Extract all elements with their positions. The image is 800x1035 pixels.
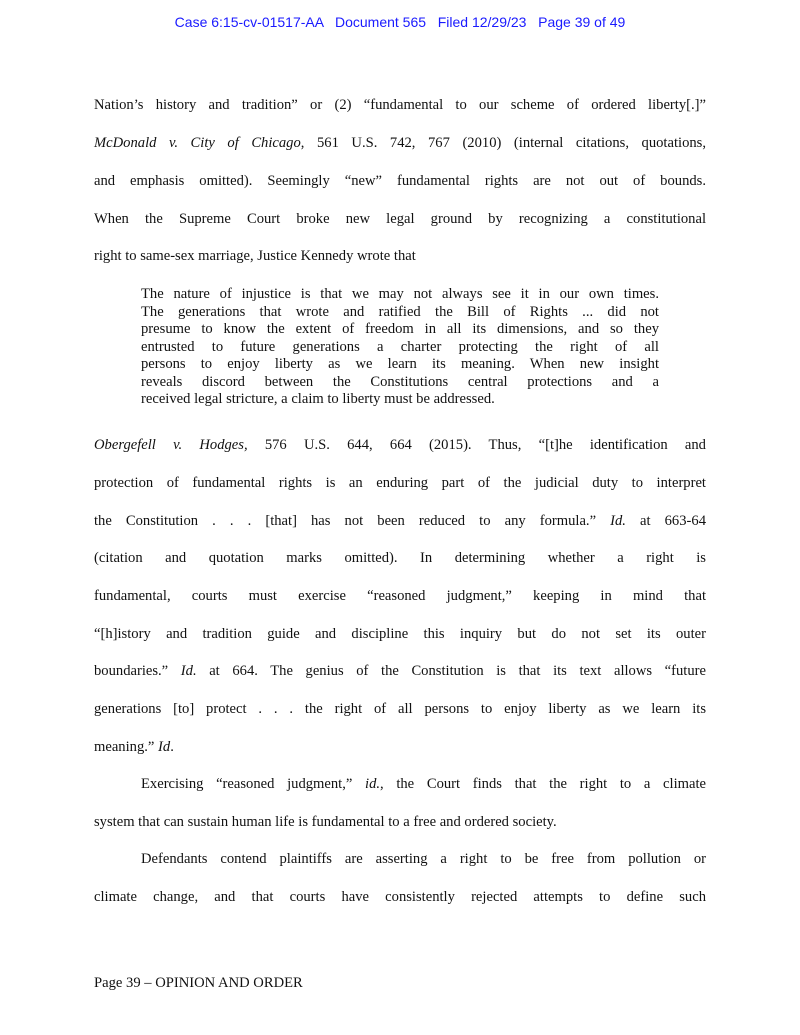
body-line: (citation and quotation marks omitted). In determining whether a right is bbox=[94, 550, 706, 566]
body-line: Obergefell v. Hodges, 576 U.S. 644, 664 (2015). Thus, “[t]he identification and bbox=[94, 437, 706, 453]
body-line: generations [to] protect . . . the right of all persons to enjoy liberty as we learn its bbox=[94, 701, 706, 717]
page-footer: Page 39 – OPINION AND ORDER bbox=[94, 975, 303, 991]
body-line: right to same-sex marriage, Justice Kennedy wrote that bbox=[94, 248, 416, 264]
quote-line: persons to enjoy liberty as we learn its meaning. When new insight bbox=[141, 356, 659, 372]
body-line: meaning.” Id. bbox=[94, 739, 174, 755]
body-line: “[h]istory and tradition guide and discipline this inquiry but do not set its outer bbox=[94, 626, 706, 642]
quote-line: presume to know the extent of freedom in all its dimensions, and so they bbox=[141, 321, 659, 337]
case-citation: Obergefell v. Hodges, bbox=[94, 437, 248, 453]
body-line: the Constitution . . . [that] has not been reduced to any formula.” Id. at 663-64 bbox=[94, 513, 706, 529]
body-line: Nation’s history and tradition” or (2) “fundamental to our scheme of ordered liberty[.]” bbox=[94, 97, 706, 113]
filed-date: Filed 12/29/23 bbox=[437, 14, 527, 30]
body-line: Exercising “reasoned judgment,” id., the Court finds that the right to a climate bbox=[141, 776, 706, 792]
quote-line: reveals discord between the Constitutions central protections and a bbox=[141, 373, 659, 390]
case-citation: McDonald v. City of Chicago bbox=[94, 135, 301, 151]
body-line: protection of fundamental rights is an enduring part of the judicial duty to interpret bbox=[94, 475, 706, 491]
quote-line: The generations that wrote and ratified the Bill of Rights ... did not bbox=[141, 303, 659, 320]
page-count: Page 39 of 49 bbox=[538, 14, 626, 30]
body-line: fundamental, courts must exercise “reasoned judgment,” keeping in mind that bbox=[94, 588, 706, 604]
id-citation: Id. bbox=[180, 663, 197, 679]
quote-line: entrusted to future generations a charter protecting the right of all bbox=[141, 338, 659, 355]
id-citation: Id bbox=[158, 739, 171, 755]
id-citation: Id. bbox=[610, 513, 626, 529]
id-citation: id. bbox=[365, 776, 381, 792]
case-header bbox=[0, 14, 800, 30]
body-line: boundaries.” Id. at 664. The genius of the Constitution is that its text allows “future bbox=[94, 663, 706, 679]
body-line: McDonald v. City of Chicago, 561 U.S. 742, 767 (2010) (internal citations, quotations, bbox=[94, 135, 706, 151]
quote-line: received legal stricture, a claim to liberty must be addressed. bbox=[141, 391, 495, 407]
body-line: When the Supreme Court broke new legal ground by recognizing a constitutional bbox=[94, 211, 706, 227]
quote-line: The nature of injustice is that we may not always see it in our own times. bbox=[141, 286, 659, 302]
body-line: climate change, and that courts have consistently rejected attempts to define such bbox=[94, 889, 706, 905]
body-line: system that can sustain human life is fundamental to a free and ordered society. bbox=[94, 814, 557, 830]
body-line: and emphasis omitted). Seemingly “new” fundamental rights are not out of bounds. bbox=[94, 173, 706, 189]
body-line: Defendants contend plaintiffs are asserting a right to be free from pollution or bbox=[141, 851, 706, 867]
case-number: Case 6:15-cv-01517-AA bbox=[174, 14, 324, 30]
document-number: Document 565 bbox=[334, 14, 427, 30]
